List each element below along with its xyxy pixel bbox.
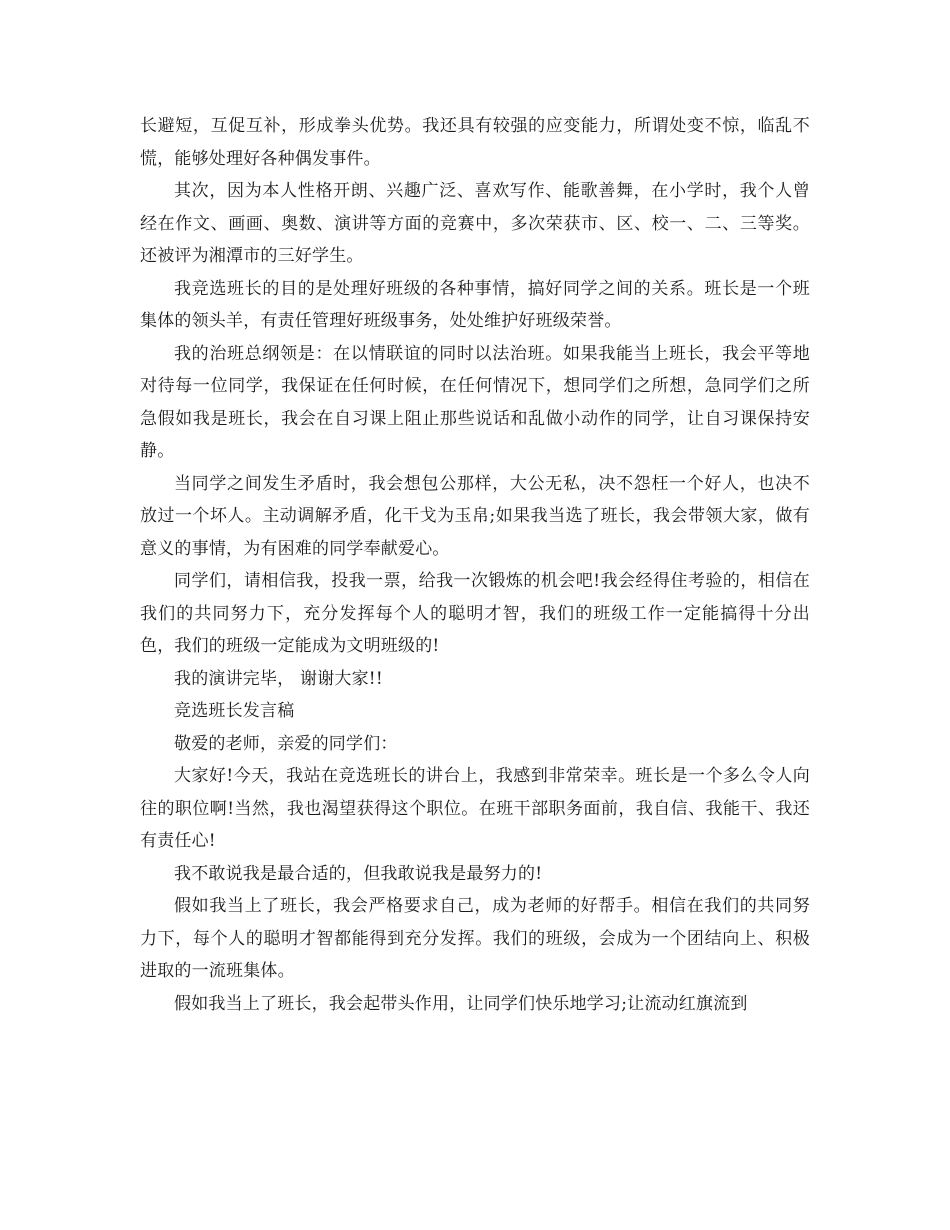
paragraph-appeal: 同学们，请相信我，投我一票，给我一次锻炼的机会吧!我会经得住考验的，相信在我们的共同努力下，充分发挥每个人的聪明才智，我们的班级工作一定能搞得十分出色，我们的班级一定能成为文明班级的! [140,571,810,656]
paragraph-conflict: 当同学之间发生矛盾时，我会想包公那样，大公无私，决不怨枉一个好人，也决不放过一个坏人。主动调解矛盾，化干戈为玉帛;如果我当选了班长，我会带领大家，做有意义的事情，为有困难的同学奉献爱心。 [140,473,810,559]
paragraph-personality: 其次，因为本人性格开朗、兴趣广泛、喜欢写作、能歌善舞，在小学时，我个人曾经在作文、画画、奥数、演讲等方面的竞赛中，多次荣获市、区、校一、二、三等奖。还被评为湘潭市的三好学生。 [140,181,810,266]
paragraph-closing: 我的演讲完毕， 谢谢大家!! [174,668,383,689]
paragraph-effort: 我不敢说我是最合适的，但我敢说我是最努力的! [174,863,543,884]
paragraph-greeting: 大家好!今天，我站在竞选班长的讲台上，我感到非常荣幸。班长是一个多么令人向往的职位啊!当然，我也渴望获得这个职位。在班干部职务面前，我自信、我能干、我还有责任心! [140,766,810,851]
document-body [140,110,810,1020]
section-title: 竞选班长发言稿 [174,701,295,721]
salutation: 敬爱的老师，亲爱的同学们： [174,733,398,754]
paragraph-continuation: 长避短，互促互补，形成拳头优势。我还具有较强的应变能力，所谓处变不惊，临乱不慌，能够处理好各种偶发事件。 [140,116,810,169]
paragraph-self-discipline: 假如我当上了班长，我会严格要求自己，成为老师的好帮手。相信在我们的共同努力下，每个人的聪明才智都能得到充分发挥。我们的班级，会成为一个团结向上、积极进取的一流班集体。 [140,896,810,981]
paragraph-leadership: 假如我当上了班长，我会起带头作用，让同学们快乐地学习;让流动红旗流到 [174,993,748,1014]
paragraph-principle: 我的治班总纲领是：在以情联谊的同时以法治班。如果我能当上班长，我会平等地对待每一位同学，我保证在任何时候，在任何情况下，想同学们之所想，急同学们之所急假如我是班长，我会在自习课上阻止那些说话和乱做小动作的同学，让自习课保持安静。 [140,343,810,461]
paragraph-purpose: 我竞选班长的目的是处理好班级的各种事情，搞好同学之间的关系。班长是一个班集体的领头羊，有责任管理好班级事务，处处维护好班级荣誉。 [140,278,810,331]
